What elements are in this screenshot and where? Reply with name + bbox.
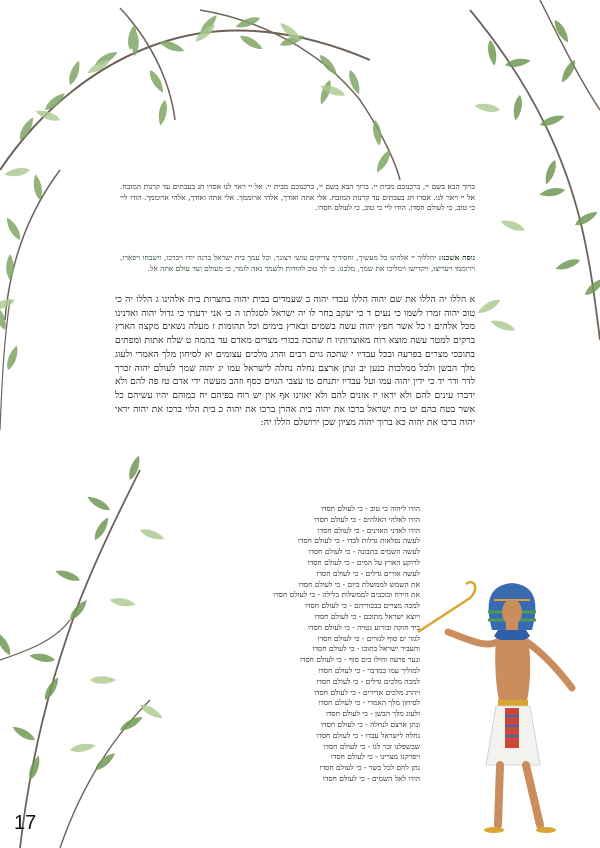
pharaoh-figure xyxy=(418,582,572,833)
hodu-line: נתן לחם לכל בשר - כי לעולם חסדו xyxy=(319,763,420,773)
hodu-line: שבשפלנו זכר לנו - כי לעולם חסדו xyxy=(323,741,420,751)
hodu-line: ויוצא ישראל מתוכם - כי לעולם חסדו xyxy=(314,611,420,621)
yehallelucha-text: יהללוך יי אלהינו כל מעשיך, וחסידיך צדיקים עושי רצונך, וכל עמך בית ישראל ברנה יודו ויברכו, וישבחו ויפארו, וירוממו ויעריצו, ויקדישו וימליכו את שמך, מלכנו. כי לך טוב להודות ולשמך נאה לזמר, כי מעולם ועד עולם אתה אל. xyxy=(120,253,475,273)
hodu-line: למוליך עמו במדבר - כי לעולם חסדו xyxy=(318,665,420,675)
hodu-line: לגזר ים סוף לגזרים - כי לעולם חסדו xyxy=(317,633,420,643)
hodu-line: ונער פרעה וחילו בים סוף - כי לעולם חסדו xyxy=(299,655,420,665)
hodu-line: הודו לאל השמים - כי לעולם חסדו xyxy=(322,773,420,783)
yehallelucha-paragraph xyxy=(120,253,475,274)
hodu-line: למכה מלכים גדלים - כי לעולם חסדו xyxy=(316,676,420,686)
hodu-line: לעשה השמים בתבונה - כי לעולם חסדו xyxy=(308,547,420,557)
hodu-line: את השמש לממשלת ביום - כי לעולם חסדו xyxy=(298,579,420,589)
hodu-line: ביד חזקה ובזרוע נטויה - כי לעולם חסדו xyxy=(308,622,420,632)
hodu-line: ויפרקנו מצרינו - כי לעולם חסדו xyxy=(330,752,420,762)
hodu-line: לעשה אורים גדלים - כי לעולם חסדו xyxy=(316,568,420,578)
hodu-line: ונתן ארצם לנחלה - כי לעולם חסדו xyxy=(321,719,420,729)
psalm-135-paragraph: א הללו יה הללו את שם יהוה הללו עבדי יהוה ב שעמדים בבית יהוה בחצרות בית אלהינו ג הללו יה כי טוב יהוה זמרו לשמו כי נעים ד כי יעקב בחר לו יה ישראל לסגלתו ה כי אני ידעתי כי גדול יהוה ואדנינו מכל אלהים ו כל אשר חפץ יהוה עשה בשמים ובארץ בימים וכל תהומות ז מעלה נשאים מקצה הארץ ברקים למטר עשה מוצא רוח מאוצרותיו ח שהכה בכורי מצרים מאדם עד בהמה ט שלח אתות ומפתים בתוככי מצרים בפרעה ובכל עבדיו י שהכה גוים רבים והרג מלכים עצומים יא לסיחון מלך האמרי ולעוג מלך הבשן ולכל ממלכות כנען יב ונתן ארצם נחלה נחלה לישראל עמו יג יהוה שמך לעולם יהוה זכרך לדר ודר יד כי ידין יהוה עמו ועל עבדיו יתנחם טו עצבי הגוים כסף וזהב מעשה ידי אדם טז פה להם ולא ידברו עינים להם ולא יראו יז אזנים להם ולא יאזינו אף אין יש רוח בפיהם יח כמוהם יהיו עשיהם כל אשר בטח בהם יט בית ישראל ברכו את יהוה בית אהרן ברכו את יהוה כ בית הלוי ברכו את יהוה יראי יהוה ברכו את יהוה כא ברוך יהוה מציון שכן ירושלם הללו יה: xyxy=(115,294,475,429)
olive-branch-right xyxy=(470,0,600,340)
hodu-line: נחלה לישראל עבדו - כי לעולם חסדו xyxy=(316,730,420,740)
hodu-list xyxy=(205,504,420,785)
olive-branch-bottom-left xyxy=(0,454,166,848)
hodu-line: הודו ליהוה כי טוב - כי לעולם חסדו xyxy=(321,504,420,513)
hodu-line: הודו לאדני האדנים - כי לעולם חסדו xyxy=(317,525,420,535)
hodu-line: למכה מצרים בבכוריהם - כי לעולם חסדו xyxy=(305,601,420,611)
nusach-label: נוסח אשכנז: xyxy=(438,253,475,262)
hodu-line: ולעוג מלך הבשן - כי לעולם חסדו xyxy=(325,709,420,719)
hodu-line: לרוקע הארץ על המים - כי לעולם חסדו xyxy=(307,557,420,567)
page-number: 17 xyxy=(14,812,37,834)
hodu-line: לעשה נפלאות גדלות לבדו - כי לעולם חסדו xyxy=(297,536,420,546)
hodu-line: והעביר ישראל בתוכו - כי לעולם חסדו xyxy=(312,644,420,654)
hodu-line: לסיחון מלך האמרי - כי לעולם חסדו xyxy=(318,698,420,708)
hodu-line: הודו לאלהי האלהים - כי לעולם חסדו xyxy=(314,514,420,524)
hodu-line: את הירח וכוכבים לממשלות בלילה - כי לעולם חסדו xyxy=(273,590,420,600)
hodu-line: ויהרג מלכים אדירים - כי לעולם חסדו xyxy=(313,687,420,697)
blessing-paragraph: ברוך הבא בשם יי, ברכנוכם מבית יי. ברוך הבא בשם יי, ברכנוכם מבית יי. אל יי ויאר לנו אסרו חג בעבתים עד קרנות המזבח. אל יי ויאר לנו. אסרו חג בעבתים עד קרנות המזבח. אלי אתה ואודך, אלהי ארוממך. אלי אתה ואודך, אלהי ארוממך. הודו ליי כי טוב, כי לעולם חסדו. הודו ליי כי טוב, כי לעולם חסדו. xyxy=(120,182,475,213)
